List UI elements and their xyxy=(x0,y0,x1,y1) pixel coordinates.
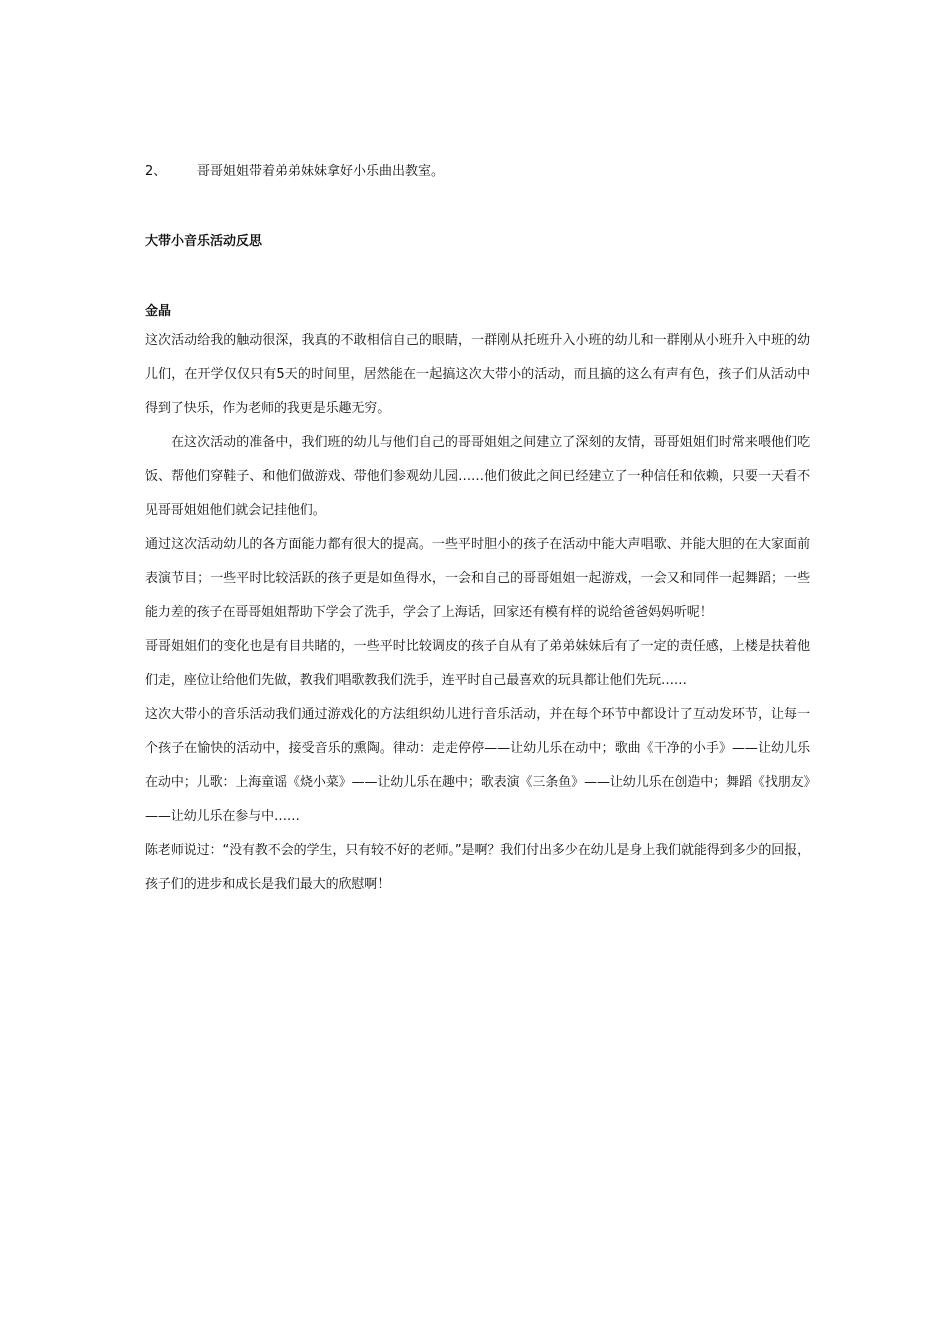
list-item-text: 哥哥姐姐带着弟弟妹妹拿好小乐曲出教室。 xyxy=(197,164,445,179)
paragraph-4: 哥哥姐姐们的变化也是有目共睹的，一些平时比较调皮的孩子自从有了弟弟妹妹后有了一定的责任感，上楼是扶着他们走，座位让给他们先做，教我们唱歌教我们洗手，连平时自己最喜欢的玩具都让他们先玩…… xyxy=(145,639,810,688)
paragraph-2: 在这次活动的准备中，我们班的幼儿与他们自己的哥哥姐姐之间建立了深刻的友情，哥哥姐姐们时常来喂他们吃饭、帮他们穿鞋子、和他们做游戏、带他们参观幼儿园……他们彼此之间已经建立了一种信任和依赖，只要一天看不见哥哥姐姐他们就会记挂他们。 xyxy=(145,435,810,518)
author-name: 金晶 xyxy=(145,304,172,319)
list-item-number: 2、 xyxy=(145,164,167,179)
document-title: 大带小音乐活动反思 xyxy=(145,234,263,249)
paragraph-6: 陈老师说过：“没有教不会的学生，只有较不好的老师。”是啊？我们付出多少在幼儿是身上我们就能得到多少的回报，孩子们的进步和成长是我们最大的欣慰啊！ xyxy=(145,843,810,892)
document-body xyxy=(145,160,810,902)
list-item xyxy=(145,160,810,184)
paragraph-1: 这次活动给我的触动很深，我真的不敢相信自己的眼睛，一群刚从托班升入小班的幼儿和一群刚从小班升入中班的幼儿们，在开学仅仅只有5天的时间里，居然能在一起搞这次大带小的活动，而且搞的这么有声有色，孩子们从活动中得到了快乐，作为老师的我更是乐趣无穷。 xyxy=(145,333,810,416)
paragraph-5: 这次大带小的音乐活动我们通过游戏化的方法组织幼儿进行音乐活动，并在每个环节中都设计了互动发环节，让每一个孩子在愉快的活动中，接受音乐的熏陶。律动：走走停停——让幼儿乐在动中；歌曲《干净的小手》——让幼儿乐在动中；儿歌：上海童谣《烧小菜》——让幼儿乐在趣中；歌表演《三条鱼》——让幼儿乐在创造中；舞蹈《找朋友》——让幼儿乐在参与中…… xyxy=(145,707,810,824)
paragraph-3: 通过这次活动幼儿的各方面能力都有很大的提高。一些平时胆小的孩子在活动中能大声唱歌、并能大胆的在大家面前表演节目；一些平时比较活跃的孩子更是如鱼得水，一会和自己的哥哥姐姐一起游戏，一会又和同伴一起舞蹈；一些能力差的孩子在哥哥姐姐帮助下学会了洗手，学会了上海话，回家还有模有样的说给爸爸妈妈听呢！ xyxy=(145,537,810,620)
